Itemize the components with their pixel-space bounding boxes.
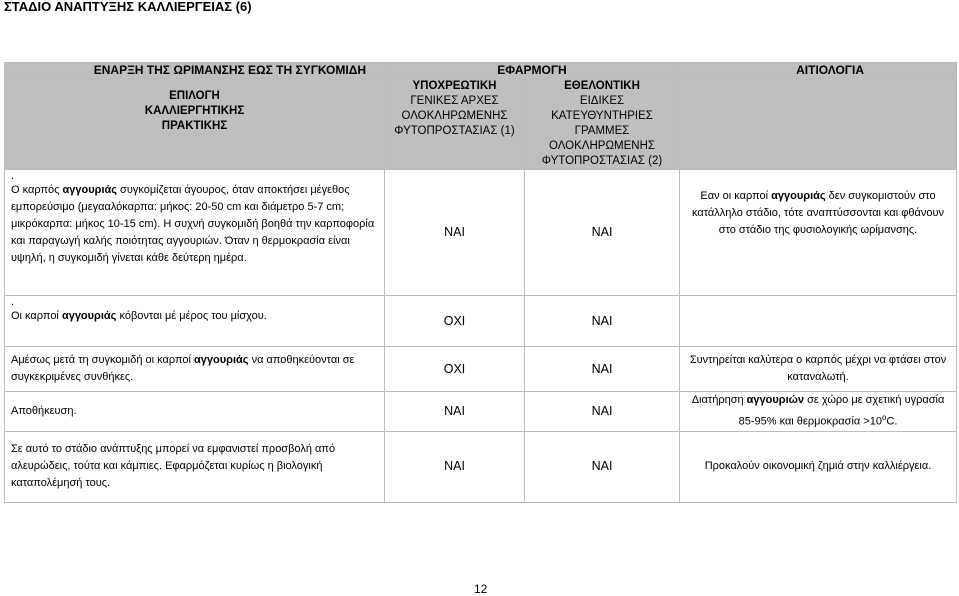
practice-cell	[5, 347, 385, 392]
col-header-voluntary	[525, 79, 680, 170]
table-row	[5, 296, 957, 347]
cause-cell	[680, 392, 957, 432]
row-dot: .	[11, 170, 15, 182]
col-header-mandatory-l2: ΓΕΝΙΚΕΣ ΑΡΧΕΣ	[410, 95, 499, 107]
voluntary-cell: ΝΑΙ	[525, 296, 680, 347]
row-dot: .	[11, 296, 15, 308]
practice-text: κόβονται μέ μέρος του μίσχου.	[116, 310, 267, 322]
degree-superscript: o	[881, 413, 887, 422]
page-number: 12	[474, 582, 488, 596]
header-bar-row	[5, 63, 957, 79]
header-bar-cause-text: ΑΙΤΙΟΛΟΓΙΑ	[796, 63, 865, 77]
practice-keyword: αγγουριάς	[194, 354, 249, 366]
mandatory-cell: ΝΑΙ	[385, 170, 525, 296]
voluntary-cell: ΝΑΙ	[525, 170, 680, 296]
col-header-voluntary-l4: ΦΥΤΟΠΡΟΣΤΑΣΙΑΣ (2)	[541, 155, 663, 167]
table-row	[5, 347, 957, 392]
col-header-mandatory-l1: ΥΠΟΧΡΕΩΤΙΚΗ	[412, 80, 497, 92]
practice-text: συγκομίζεται άγουρος, όταν αποκτήσει μέγεθος εμπορεύσιμο (μεγααλόκαρπα: μήκος: 20-50 cm και διάμετρο 5-7 cm; μικρόκαρπα: μήκος 10-15 cm). Η συχνή συγκομιδή βοηθά την καρποφορία και παραγωγή καλής ποιότητας αγγουριών. Όταν η θερμοκρασία είναι υψηλή, η συγκομιδή γίνεται κάθε δεύτερη ημέρα.	[11, 184, 375, 264]
voluntary-cell: ΝΑΙ	[525, 431, 680, 502]
practice-text: Αμέσως μετά τη συγκομιδή οι καρποί	[11, 354, 195, 366]
cause-keyword: αγγουριάς	[771, 190, 826, 202]
header-bar-stage-text: ΕΝΑΡΞΗ ΤΗΣ ΩΡΙΜΑΝΣΗΣ ΕΩΣ ΤΗ ΣΥΓΚΟΜΙΔΗ	[93, 63, 366, 77]
table-row	[5, 392, 957, 432]
practice-text: Ο καρπός	[11, 184, 63, 196]
practice-cell: Αποθήκευση.	[5, 392, 385, 432]
header-bar-application	[385, 63, 680, 79]
table-row	[5, 170, 957, 296]
col-header-mandatory-l4: ΦΥΤΟΠΡΟΣΤΑΣΙΑΣ (1)	[394, 125, 515, 137]
mandatory-cell: ΟΧΙ	[385, 347, 525, 392]
column-header-row	[5, 79, 957, 170]
practice-text: να αποθηκεύονται σε συγκεκριμένες συνθήκες.	[11, 354, 355, 383]
col-header-mandatory-l3: ΟΛΟΚΛΗΡΩΜΕΝΗΣ	[401, 110, 508, 122]
header-bar-cause	[680, 63, 957, 79]
cause-cell	[680, 170, 957, 296]
col-header-voluntary-l3: ΓΡΑΜΜΕΣ ΟΛΟΚΛΗΡΩΜΕΝΗΣ	[549, 125, 656, 152]
cause-text: δεν συγκομιστούν στο κατάλληλο στάδιο, τότε αναπτύσσονται και φθάνουν στο στάδιο της φυσιολογικής ωρίμανσης.	[692, 190, 945, 236]
cause-text: Εαν οι καρποί	[700, 190, 772, 202]
col-header-practice	[5, 79, 385, 170]
voluntary-cell: ΝΑΙ	[525, 347, 680, 392]
col-header-voluntary-l1: ΕΘΕΛΟΝΤΙΚΗ	[564, 80, 640, 92]
page-title: ΣΤΑΔΙΟ ΑΝΑΠΤΥΞΗΣ ΚΑΛΛΙΕΡΓΕΙΑΣ (6)	[4, 0, 252, 14]
cause-text: σε χώρο με σχετική υγρασία 85-95% και θερμοκρασία >10	[738, 394, 945, 428]
practice-keyword: αγγουριάς	[62, 184, 117, 196]
cause-text: C.	[886, 415, 898, 428]
col-header-voluntary-l2: ΕΙΔΙΚΕΣ ΚΑΤΕΥΘΥΝΤΗΡΙΕΣ	[551, 95, 653, 122]
col-header-cause	[680, 79, 957, 170]
col-header-practice-l2: ΚΑΛΛΙΕΡΓΗΤΙΚΗΣ	[144, 105, 245, 117]
practices-table	[4, 62, 957, 503]
header-bar-application-text: ΕΦΑΡΜΟΓΗ	[497, 63, 567, 77]
mandatory-cell: ΝΑΙ	[385, 392, 525, 432]
voluntary-cell: ΝΑΙ	[525, 392, 680, 432]
practice-text: Οι καρποί	[11, 310, 62, 322]
col-header-practice-l1: ΕΠΙΛΟΓΗ	[169, 90, 220, 102]
cause-keyword: αγγουριών	[746, 394, 805, 406]
col-header-practice-l3: ΠΡΑΚΤΙΚΗΣ	[161, 120, 228, 132]
header-bar-stage	[5, 63, 385, 79]
table-row	[5, 431, 957, 502]
cause-text: Διατήρηση	[691, 394, 747, 406]
practice-cell: Σε αυτό το στάδιο ανάπτυξης μπορεί να εμφανιστεί προσβολή από αλευρώδεις, τούτα και κάμπιες. Εφαρμόζεται κυρίως η βιολογική καταπολέμησή τους.	[5, 431, 385, 502]
col-header-mandatory	[385, 79, 525, 170]
cause-cell	[680, 296, 957, 347]
cause-cell: Συντηρείται καλύτερα ο καρπός μέχρι να φτάσει στον καταναλωτή.	[680, 347, 957, 392]
practice-cell	[5, 296, 385, 347]
mandatory-cell: ΝΑΙ	[385, 431, 525, 502]
mandatory-cell: ΟΧΙ	[385, 296, 525, 347]
practice-cell	[5, 170, 385, 296]
cause-cell: Προκαλούν οικονομική ζημιά στην καλλιέργεια.	[680, 431, 957, 502]
practice-keyword: αγγουριάς	[61, 310, 117, 322]
